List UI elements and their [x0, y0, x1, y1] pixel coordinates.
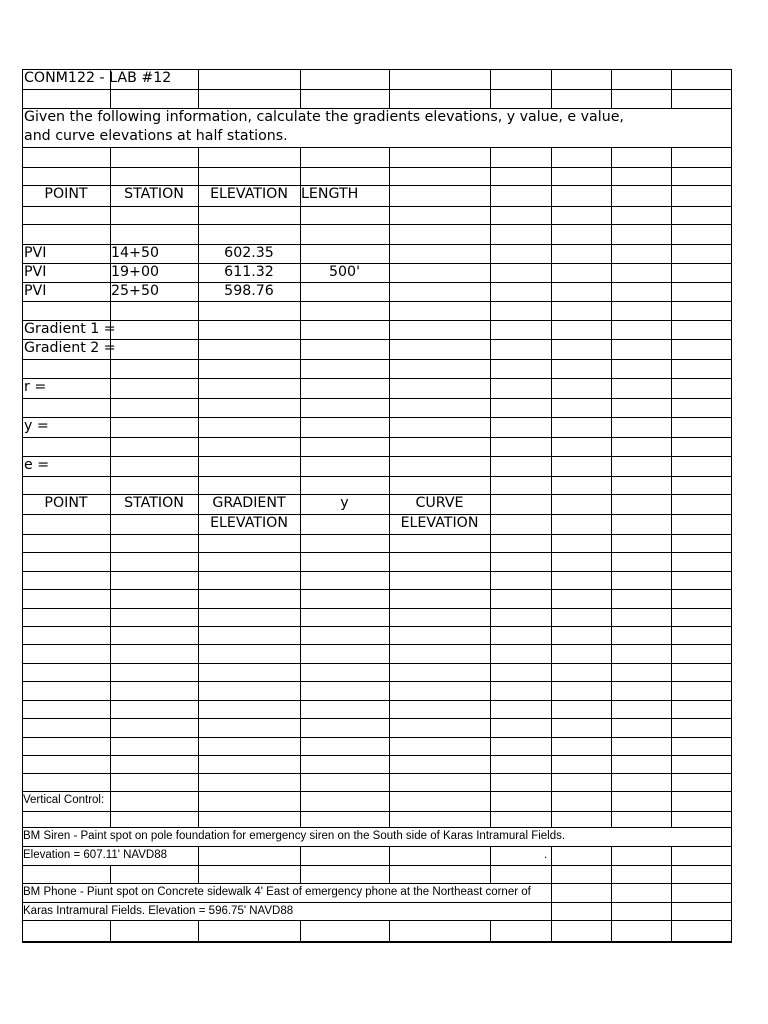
- bm-siren-description[interactable]: BM Siren - Paint spot on pole foundation for emergency siren on the South side of Karas Intramural Fields.: [23, 830, 566, 842]
- bm-siren-elevation[interactable]: Elevation = 607.11' NAVD88: [23, 849, 168, 861]
- vertical-control-heading[interactable]: Vertical Control:: [23, 794, 105, 806]
- row-gridline: [22, 147, 732, 148]
- row-gridline: [22, 514, 732, 515]
- given-row-1-station[interactable]: 14+50: [111, 245, 159, 261]
- row-gridline: [22, 552, 732, 553]
- row-gridline: [22, 167, 732, 168]
- column-gridline: [551, 147, 552, 828]
- column-gridline: [300, 846, 301, 884]
- column-gridline: [300, 920, 301, 942]
- row-gridline: [22, 437, 732, 438]
- column-gridline: [389, 920, 390, 942]
- given-row-3-point[interactable]: PVI: [24, 283, 47, 299]
- row-gridline: [22, 663, 732, 664]
- row-gridline: [22, 626, 732, 627]
- column-gridline: [611, 846, 612, 942]
- given-row-2-length[interactable]: 500': [329, 264, 360, 280]
- gradient-1-label[interactable]: Gradient 1 =: [24, 321, 116, 337]
- column-gridline: [110, 920, 111, 942]
- column-gridline: [389, 846, 390, 884]
- sheet-title[interactable]: CONM122 - LAB #12: [24, 70, 172, 86]
- given-header-point: POINT: [44, 186, 88, 202]
- y-label[interactable]: y =: [24, 418, 49, 434]
- gradient-2-label[interactable]: Gradient 2 =: [24, 340, 116, 356]
- column-gridline: [198, 920, 199, 942]
- given-row-2-station[interactable]: 19+00: [111, 264, 159, 280]
- given-header-elevation: ELEVATION: [210, 186, 288, 202]
- row-gridline: [22, 811, 732, 812]
- e-label[interactable]: e =: [24, 457, 50, 473]
- column-gridline: [731, 69, 732, 942]
- result-header-curve: CURVE: [415, 495, 464, 511]
- given-row-3-station[interactable]: 25+50: [111, 283, 159, 299]
- row-gridline: [22, 681, 732, 682]
- row-gridline: [22, 737, 732, 738]
- given-row-1-point[interactable]: PVI: [24, 245, 47, 261]
- row-gridline: [22, 941, 732, 943]
- column-gridline: [389, 147, 390, 828]
- instructions-line-1[interactable]: Given the following information, calculate the gradients elevations, y value, e value,: [24, 109, 624, 125]
- bm-phone-elevation[interactable]: Karas Intramural Fields. Elevation = 596.75' NAVD88: [23, 905, 294, 917]
- row-gridline: [22, 378, 732, 379]
- result-header-gradient: GRADIENT: [212, 495, 286, 511]
- row-gridline: [22, 644, 732, 645]
- row-gridline: [22, 89, 732, 90]
- row-gridline: [22, 301, 732, 302]
- row-gridline: [22, 608, 732, 609]
- column-gridline: [671, 69, 672, 109]
- stray-dot[interactable]: .: [544, 849, 548, 861]
- bm-phone-description[interactable]: BM Phone - Piunt spot on Concrete sidewalk 4' East of emergency phone at the Northeast corner of: [23, 886, 531, 898]
- given-header-station: STATION: [124, 186, 184, 202]
- row-gridline: [22, 755, 732, 756]
- column-gridline: [551, 69, 552, 109]
- given-header-length: LENGTH: [301, 186, 359, 202]
- column-gridline: [490, 69, 491, 109]
- result-header-gradient-elevation: ELEVATION: [210, 515, 288, 531]
- given-row-2-point[interactable]: PVI: [24, 264, 47, 280]
- row-gridline: [22, 791, 732, 792]
- row-gridline: [22, 417, 732, 418]
- result-header-point: POINT: [44, 495, 88, 511]
- column-gridline: [198, 846, 199, 884]
- row-gridline: [22, 773, 732, 774]
- column-gridline: [551, 846, 552, 942]
- column-gridline: [389, 69, 390, 109]
- column-gridline: [490, 147, 491, 828]
- column-gridline: [671, 846, 672, 942]
- column-gridline: [300, 69, 301, 109]
- row-gridline: [22, 456, 732, 457]
- given-row-3-elevation[interactable]: 598.76: [224, 283, 274, 299]
- row-gridline: [22, 589, 732, 590]
- row-gridline: [22, 224, 732, 225]
- row-gridline: [22, 476, 732, 477]
- row-gridline: [22, 571, 732, 572]
- column-gridline: [611, 69, 612, 109]
- column-gridline: [611, 147, 612, 828]
- column-gridline: [300, 147, 301, 828]
- spreadsheet: [22, 69, 732, 941]
- r-label[interactable]: r =: [24, 379, 47, 395]
- row-gridline: [22, 700, 732, 701]
- column-gridline: [198, 69, 199, 109]
- row-gridline: [22, 320, 732, 321]
- instructions-line-2[interactable]: and curve elevations at half stations.: [24, 128, 288, 144]
- column-gridline: [110, 865, 111, 884]
- row-gridline: [22, 534, 732, 535]
- result-header-y: y: [340, 495, 349, 511]
- result-header-curve-elevation: ELEVATION: [400, 515, 479, 531]
- row-gridline: [22, 206, 732, 207]
- row-gridline: [22, 718, 732, 719]
- given-row-2-elevation[interactable]: 611.32: [224, 264, 274, 280]
- column-gridline: [490, 846, 491, 884]
- row-gridline: [22, 865, 732, 866]
- row-gridline: [22, 339, 732, 340]
- column-gridline: [490, 920, 491, 942]
- result-header-station: STATION: [124, 495, 184, 511]
- row-gridline: [22, 398, 732, 399]
- column-gridline: [671, 147, 672, 828]
- given-row-1-elevation[interactable]: 602.35: [224, 245, 274, 261]
- row-gridline: [22, 359, 732, 360]
